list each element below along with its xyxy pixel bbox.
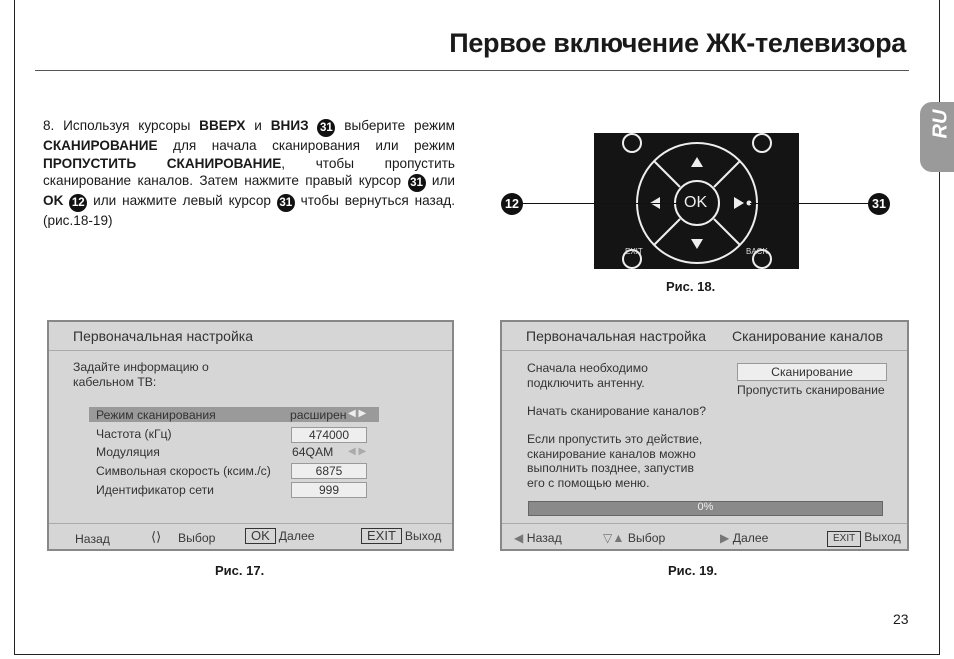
scan-progress-bar — [528, 501, 883, 516]
setting-row-label[interactable]: Модуляция — [96, 445, 160, 459]
instruction-text: 8. Используя курсоры ВВЕРХ и ВНИЗ 31 выберите режим СКАНИРОВАНИЕ для начала сканирования или режим ПРОПУСТИТЬ СКАНИРОВАНИЕ, чтобы пропустить сканирование каналов. Затем нажмите правый курсор 31 или OK 12 или нажмите левый курсор 31 чтобы вернуться назад. (рис.18-19) — [43, 118, 456, 228]
back-key-label: BACK — [746, 247, 768, 256]
footer-next[interactable]: OK Далее — [245, 528, 315, 544]
left-arrow-icon: ◀ — [514, 531, 524, 545]
footer-select[interactable]: ▽▲ Выбор — [603, 531, 666, 545]
exit-key-icon: EXIT — [827, 531, 861, 547]
setting-row-value[interactable]: расширен — [290, 408, 347, 422]
callout-line-right — [750, 203, 872, 204]
exit-key-icon: EXIT — [361, 528, 402, 544]
fig19-screen — [500, 320, 909, 551]
setting-row-label[interactable]: Символьная скорость (ксим./с) — [96, 464, 271, 478]
callout-12: 12 — [501, 193, 523, 215]
callout-31: 31 — [868, 193, 890, 215]
up-down-arrows-icon: ▽▲ — [603, 531, 625, 545]
setting-row-label[interactable]: Режим сканирования — [96, 408, 216, 422]
right-arrow-icon — [734, 197, 744, 209]
setting-row-label[interactable]: Частота (кГц) — [96, 427, 172, 441]
skip-scan-option[interactable]: Пропустить сканирование — [737, 383, 885, 397]
language-tab-label: RU — [929, 109, 952, 139]
fig19-skip-text: Если пропустить это действие, сканирование каналов можно выполнить позднее, запустив его с помощью меню. — [527, 432, 703, 490]
page-title: Первое включение ЖК-телевизора — [449, 28, 906, 58]
callout-line-left — [522, 203, 682, 204]
modulation-value[interactable]: 64QAM — [292, 445, 334, 459]
key-31-badge: 31 — [317, 119, 335, 137]
scan-progress-label: 0% — [697, 501, 714, 513]
left-right-arrows-icon: ◀ ▶ — [348, 408, 367, 419]
exit-key-label: EXIT — [625, 247, 643, 256]
ok-key-icon: OK — [245, 528, 276, 544]
fig19-question: Начать сканирование каналов? — [527, 404, 707, 418]
ok-key-label: OK — [684, 194, 708, 211]
page-number: 23 — [893, 611, 909, 627]
scan-option-selected[interactable]: Сканирование — [737, 363, 887, 381]
remote-control-image — [594, 133, 799, 269]
figure-19-caption: Рис. 19. — [668, 563, 718, 578]
footer-next[interactable]: ▶ Далее — [720, 531, 769, 545]
key-12-badge: 12 — [69, 194, 87, 212]
footer-exit[interactable]: EXIT Выход — [361, 528, 441, 544]
key-31-badge: 31 — [408, 174, 426, 192]
right-arrow-icon: ▶ — [720, 531, 730, 545]
footer-select[interactable]: Выбор — [178, 531, 216, 545]
down-arrow-icon — [691, 239, 703, 249]
network-id-field[interactable]: 999 — [291, 482, 367, 498]
setting-row-label[interactable]: Идентификатор сети — [96, 483, 214, 497]
figure-17-caption: Рис. 17. — [215, 563, 265, 578]
fig17-screen — [47, 320, 454, 551]
up-down-select-icon: ⟨⟩ — [151, 529, 162, 544]
symbol-rate-field[interactable]: 6875 — [291, 463, 367, 479]
fig17-title: Первоначальная настройка — [73, 328, 253, 344]
up-arrow-icon — [691, 157, 703, 167]
footer-exit[interactable]: EXIT Выход — [827, 530, 901, 547]
fig19-antenna-text: Сначала необходимо подключить антенну. — [527, 361, 648, 390]
fig19-title-right: Сканирование каналов — [732, 328, 884, 344]
fig17-intro: Задайте информацию о кабельном ТВ: — [73, 360, 209, 389]
fig19-title-left: Первоначальная настройка — [526, 328, 706, 344]
key-31-badge: 31 — [277, 194, 295, 212]
footer-back[interactable]: Назад — [75, 532, 110, 546]
title-divider — [35, 70, 909, 71]
left-right-arrows-icon: ◀ ▶ — [348, 446, 367, 457]
footer-back[interactable]: ◀ Назад — [514, 531, 562, 545]
figure-18-caption: Рис. 18. — [666, 279, 716, 294]
frequency-field[interactable]: 474000 — [291, 427, 367, 443]
